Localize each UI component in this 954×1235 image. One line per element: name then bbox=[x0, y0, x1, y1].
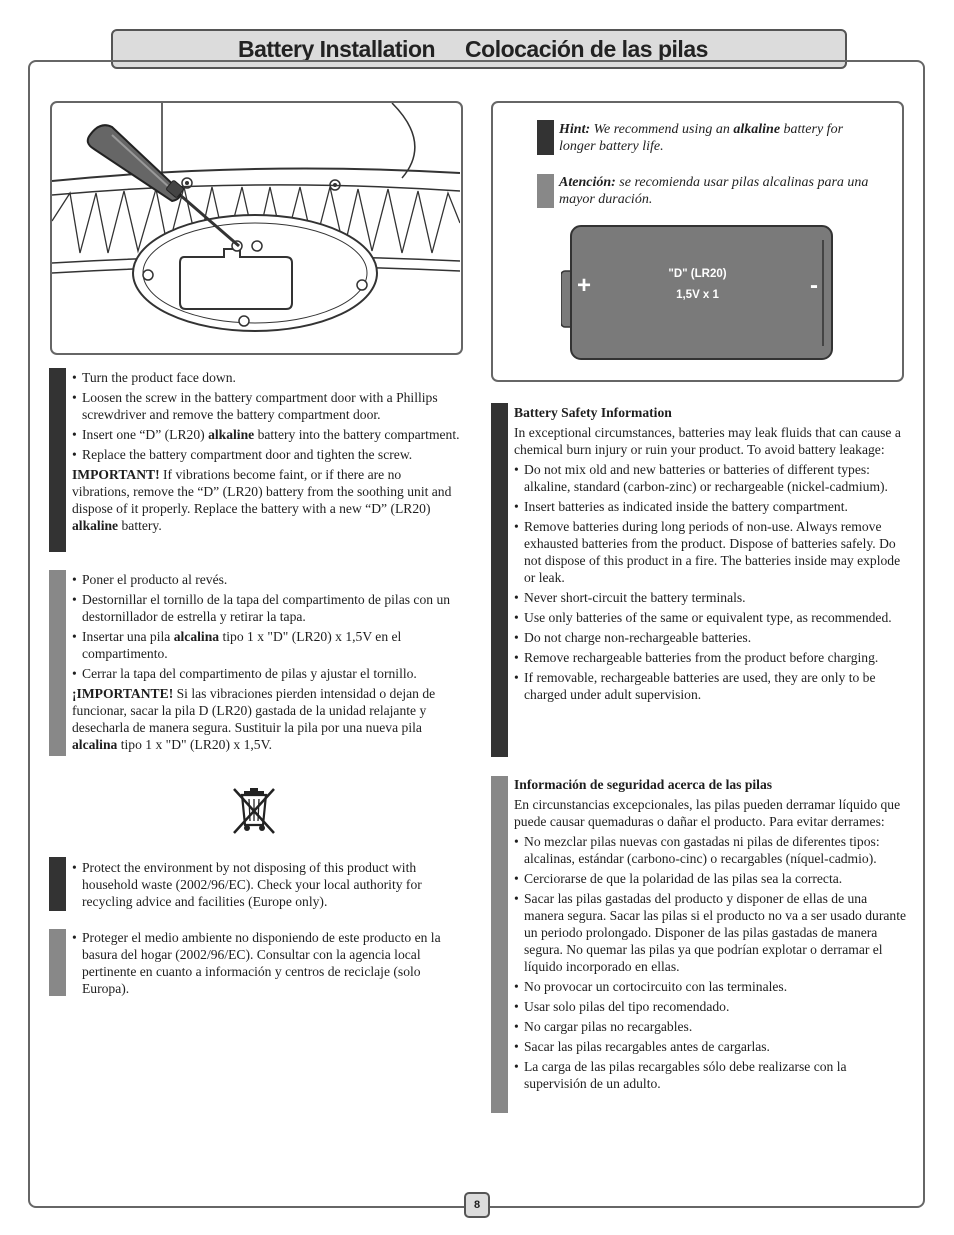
list-item: • Use only batteries of the same or equivalent type, as recommended. bbox=[514, 609, 906, 626]
spanish-marker-bar bbox=[49, 570, 66, 756]
hint-spanish: Atención: se recomienda usar pilas alcalinas para una mayor duración. bbox=[559, 175, 869, 207]
list-item: • La carga de las pilas recargables sólo debe realizarse con la supervisión de un adulto. bbox=[514, 1058, 906, 1092]
battery-safety-spanish bbox=[514, 776, 906, 1095]
list-item: • Do not charge non-rechargeable batteries. bbox=[514, 629, 906, 646]
list-item: • No mezclar pilas nuevas con gastadas ni pilas de diferentes tipos: alcalinas, estándar (carbono-cinc) o recargables (níquel-cadmio). bbox=[514, 833, 906, 867]
list-item: • Cerciorarse de que la polaridad de las pilas sea la correcta. bbox=[514, 870, 906, 887]
section-intro: In exceptional circumstances, batteries may leak fluids that can cause a chemical burn injury or ruin your product. To avoid battery leakage: bbox=[514, 425, 901, 457]
list-item: • Turn the product face down. bbox=[72, 369, 462, 386]
list-item: • Insert one “D” (LR20) alkaline battery into the battery compartment. bbox=[72, 426, 462, 443]
english-marker-bar bbox=[491, 403, 508, 757]
environment-note-spanish bbox=[72, 929, 462, 1000]
important-note: IMPORTANT! If vibrations become faint, or if there are no vibrations, remove the “D” (LR20) battery from the soothing unit and dispose of it properly. Replace the battery with a new “D” (LR20) alkaline battery. bbox=[72, 467, 452, 533]
list-item: • Proteger el medio ambiente no disponiendo de este producto en la basura del hogar (2002/96/EC). Consultar con la agencia local pertinente en cuanto a información y centros de reciclaje (solo Europa). bbox=[72, 929, 462, 997]
crossed-bin-icon bbox=[231, 785, 277, 837]
list-item: • Sacar las pilas gastadas del producto y disponer de ellas de una manera segura. Sacar las pilas si el producto no va a ser usado durante un periodo prolongado. Disponer de las pilas gastadas de manera segura. No quemar las pilas ya que podrían explotar o derramar el líquido incorporado en ellas. bbox=[514, 890, 906, 975]
list-item: • Usar solo pilas del tipo recomendado. bbox=[514, 998, 906, 1015]
section-heading: Información de seguridad acerca de las pilas bbox=[514, 777, 773, 792]
english-marker-bar bbox=[537, 120, 554, 155]
environment-note-english bbox=[72, 859, 462, 913]
list-item: • No cargar pilas no recargables. bbox=[514, 1018, 906, 1035]
battery-type-label: "D" (LR20) bbox=[668, 268, 727, 280]
page-number: 8 bbox=[464, 1192, 490, 1218]
install-instructions-english bbox=[72, 369, 462, 534]
title-spanish: Colocación de las pilas bbox=[465, 35, 708, 62]
section-intro: En circunstancias excepcionales, las pilas pueden derramar líquido que puede causar quemaduras o dañar el producto. Para evitar derrames: bbox=[514, 797, 901, 829]
list-item: • Remove batteries during long periods of non-use. Always remove exhausted batteries from the product. Dispose of batteries safely. Do not dispose of this product in a fire. The batteries inside may explode or leak. bbox=[514, 518, 906, 586]
list-item: • No provocar un cortocircuito con las terminales. bbox=[514, 978, 906, 995]
important-note: ¡IMPORTANTE! Si las vibraciones pierden intensidad o dejan de funcionar, sacar la pila D (LR20) gastada de la unidad relajante y desecharla de manera segura. Sustituir la pila por una nueva pila alcalina tipo 1 x "D" (LR20) x 1,5V. bbox=[72, 686, 436, 752]
hint-english: Hint: We recommend using an alkaline battery for longer battery life. bbox=[559, 122, 844, 154]
list-item: • Destornillar el tornillo de la tapa del compartimento de pilas con un destornillador de estrella y retirar la tapa. bbox=[72, 591, 462, 625]
list-item: • Protect the environment by not disposing of this product with household waste (2002/96/EC). Check your local authority for recycling advice and facilities (Europe only). bbox=[72, 859, 462, 910]
list-item: • Insertar una pila alcalina tipo 1 x "D" (LR20) x 1,5V en el compartimento. bbox=[72, 628, 462, 662]
spanish-marker-bar bbox=[49, 929, 66, 996]
section-heading: Battery Safety Information bbox=[514, 405, 672, 420]
list-item: • Do not mix old and new batteries or batteries of different types: alkaline, standard (carbon-zinc) or rechargeable (nickel-cadmium). bbox=[514, 461, 906, 495]
list-item: • Replace the battery compartment door and tighten the screw. bbox=[72, 446, 462, 463]
english-marker-bar bbox=[49, 857, 66, 911]
spanish-marker-bar bbox=[537, 174, 554, 208]
list-item: • Cerrar la tapa del compartimento de pilas y ajustar el tornillo. bbox=[72, 665, 462, 682]
list-item: • Loosen the screw in the battery compartment door with a Phillips screwdriver and remove the battery compartment door. bbox=[72, 389, 462, 423]
battery-rating-label: 1,5V x 1 bbox=[676, 289, 719, 301]
list-item: • Poner el producto al revés. bbox=[72, 571, 462, 588]
install-instructions-spanish bbox=[72, 571, 462, 753]
list-item: • Insert batteries as indicated inside the battery compartment. bbox=[514, 498, 906, 515]
list-item: • Remove rechargeable batteries from the product before charging. bbox=[514, 649, 906, 666]
screwdriver-compartment-illustration bbox=[52, 103, 460, 352]
list-item: • Sacar las pilas recargables antes de cargarlas. bbox=[514, 1038, 906, 1055]
battery-plus-terminal: + bbox=[577, 272, 592, 299]
english-marker-bar bbox=[49, 368, 66, 552]
spanish-marker-bar bbox=[491, 776, 508, 1113]
list-item: • If removable, rechargeable batteries are used, they are only to be charged under adult supervision. bbox=[514, 669, 906, 703]
battery-minus-terminal: - bbox=[810, 272, 818, 299]
battery-illustration bbox=[561, 224, 834, 361]
illustration-panel bbox=[50, 101, 463, 355]
title-english: Battery Installation bbox=[238, 35, 436, 62]
list-item: • Never short-circuit the battery terminals. bbox=[514, 589, 906, 606]
battery-safety-english bbox=[514, 404, 906, 706]
